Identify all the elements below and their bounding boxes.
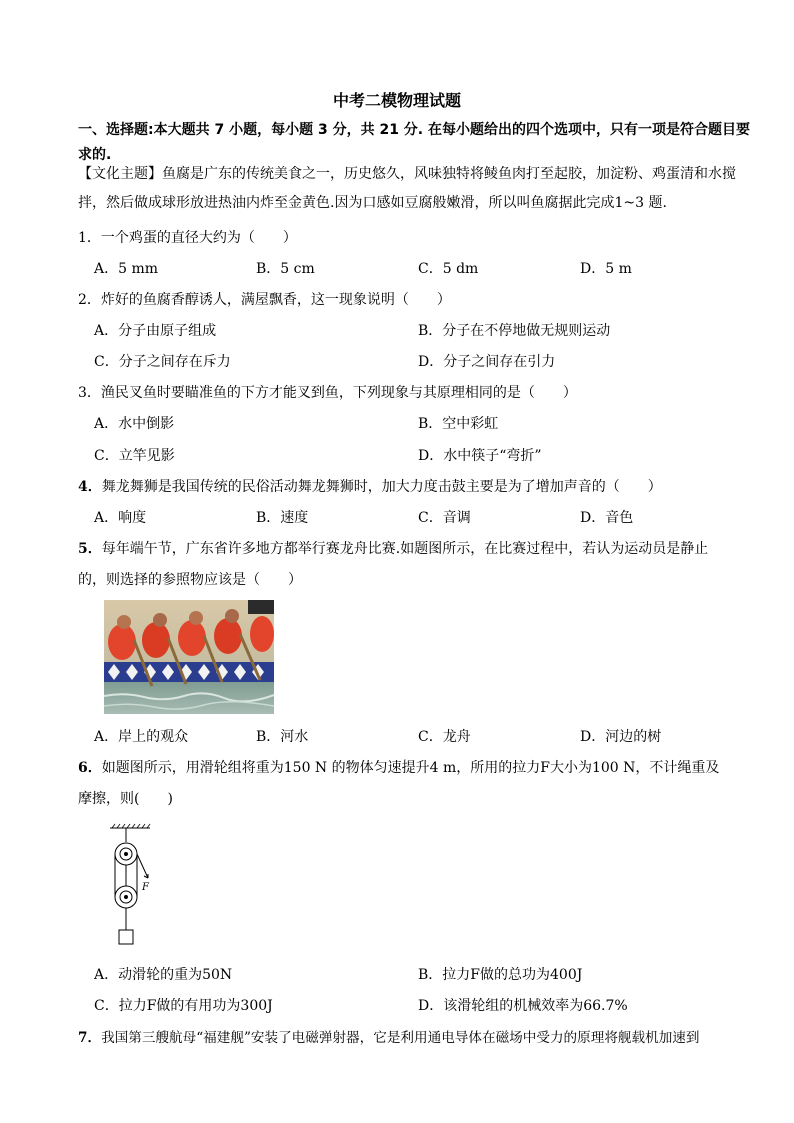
option-c: C．分子之间存在斥力: [94, 354, 231, 370]
option-a: A．水中倒影: [94, 416, 175, 432]
option-c: C．5 dm: [418, 261, 479, 277]
context-paragraph: [78, 160, 758, 218]
question-7: [78, 1028, 758, 1048]
question-number: 1．: [78, 230, 101, 246]
option-d: D．河边的树: [580, 729, 662, 745]
question-stem: 一个鸡蛋的直径大约为（ ）: [100, 230, 297, 246]
question-3: [78, 383, 758, 403]
force-label: F: [142, 882, 149, 893]
page-title: 中考二模物理试题: [332, 91, 461, 110]
option-d: D．水中筷子“弯折”: [418, 448, 542, 464]
option-c: C．立竿见影: [94, 448, 175, 464]
option-a: A．响度: [94, 510, 147, 526]
option-a: A．动滑轮的重为50N: [94, 967, 233, 983]
question-number: 7．: [78, 1030, 102, 1046]
question-stem: 炸好的鱼腐香醇诱人，满屋飘香，这一现象说明（ ）: [100, 292, 451, 308]
question-stem-line-1: 如题图所示，用滑轮组将重为150 N 的物体匀速提升4 m，所用的拉力F大小为100 N，不计绳重及: [101, 760, 720, 776]
question-number: 6．: [78, 760, 102, 776]
context-text: 鱼腐是广东的传统美食之一，历史悠久，风味独特将鲮鱼肉打至起胶，加淀粉、鸡蛋清和水搅拌，然后做成球形放进热油内炸至金黄色.因为口感如豆腐般嫩滑，所以叫鱼腐据此完成1~3 题.: [78, 166, 736, 211]
option-b: B．分子在不停地做无规则运动: [418, 323, 611, 339]
dragon-boat-photo: [104, 600, 274, 714]
option-c: C．拉力F做的有用功为300J: [94, 998, 273, 1014]
question-number: 2．: [78, 292, 101, 308]
question-2: [78, 290, 758, 310]
option-d: D．音色: [580, 510, 634, 526]
question-1: [78, 228, 758, 248]
question-5: [78, 539, 758, 559]
option-a: A．分子由原子组成: [94, 323, 217, 339]
option-b: B．拉力F做的总功为400J: [418, 967, 583, 983]
option-b: B．空中彩虹: [418, 416, 499, 432]
question-number: 4．: [78, 479, 102, 495]
pulley-diagram: [104, 822, 164, 950]
question-5-line-2: 的，则选择的参照物应该是（ ）: [78, 572, 302, 588]
question-number: 3．: [78, 385, 101, 401]
option-c: C．龙舟: [418, 729, 471, 745]
option-c: C．音调: [418, 510, 471, 526]
section-heading: 一、选择题:本大题共 7 小题，每小题 3 分，共 21 分. 在每小题给出的四个选项中，只有一项是符合题目要求的.: [78, 122, 750, 163]
option-b: B．速度: [256, 510, 309, 526]
question-number: 5．: [78, 541, 102, 557]
question-stem: 舞龙舞狮是我国传统的民俗活动舞龙舞狮时，加大力度击鼓主要是为了增加声音的（ ）: [101, 479, 662, 495]
question-6: [78, 758, 758, 778]
option-d: D．分子之间存在引力: [418, 354, 556, 370]
option-a: A．岸上的观众: [94, 729, 189, 745]
question-stem: 我国第三艘航母“福建舰”安装了电磁弹射器，它是利用通电导体在磁场中受力的原理将舰载机加速到: [101, 1030, 700, 1046]
question-stem-line-1: 每年端午节，广东省许多地方都举行赛龙舟比赛.如题图所示，在比赛过程中，若认为运动员是静止: [101, 541, 709, 557]
question-stem: 渔民叉鱼时要瞄准鱼的下方才能叉到鱼，下列现象与其原理相同的是（ ）: [100, 385, 577, 401]
option-d: D．5 m: [580, 261, 632, 277]
option-b: B．河水: [256, 729, 309, 745]
option-d: D．该滑轮组的机械效率为66.7%: [418, 998, 628, 1014]
context-tag: 【文化主题】: [78, 166, 162, 182]
question-4: [78, 477, 758, 497]
question-6-line-2: 摩擦，则( ): [78, 791, 173, 807]
option-b: B．5 cm: [256, 261, 315, 277]
option-a: A．5 mm: [94, 261, 159, 277]
